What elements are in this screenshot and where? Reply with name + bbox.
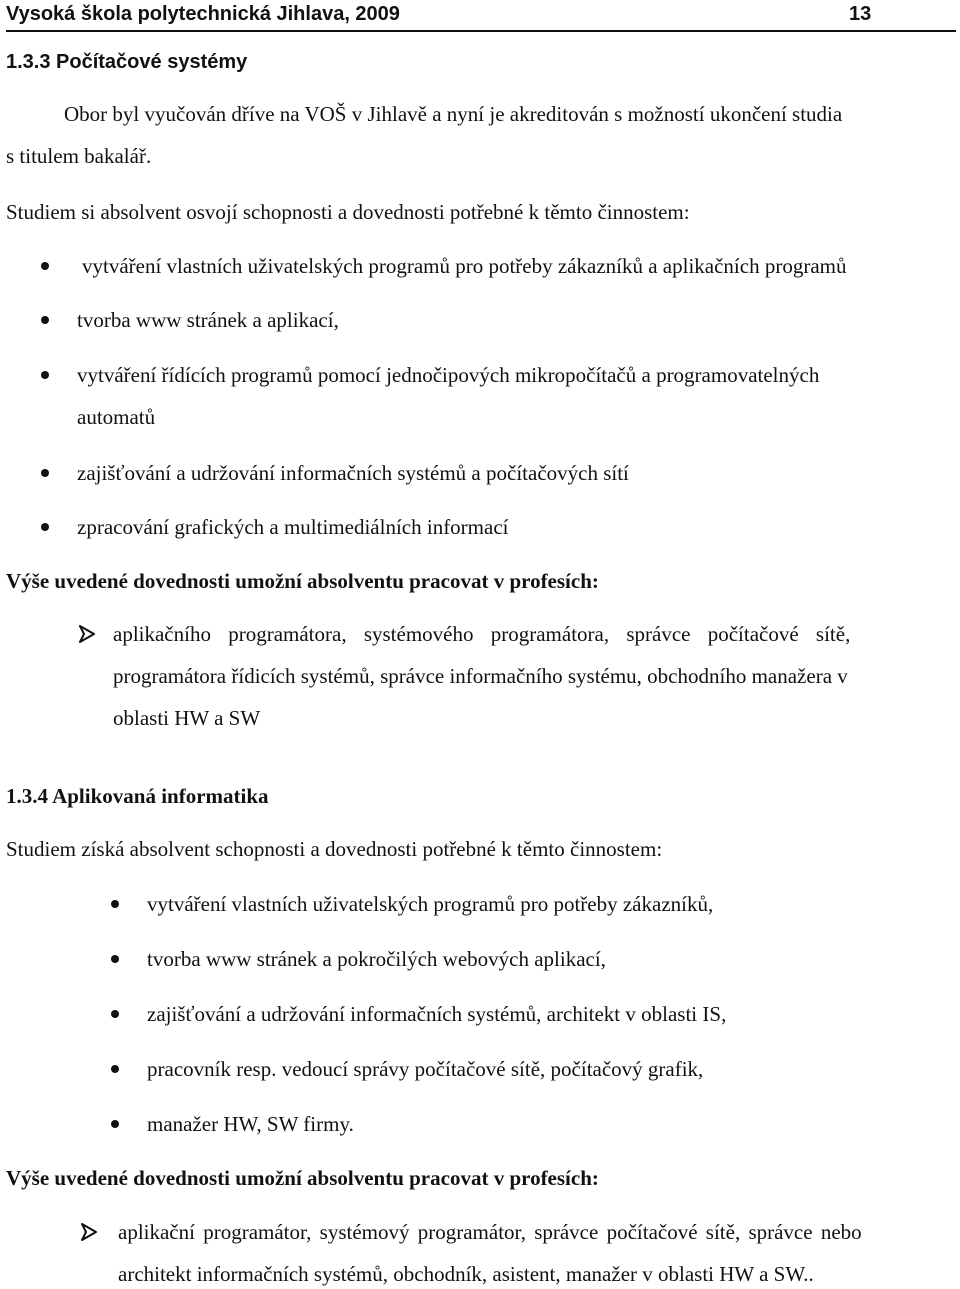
section-heading-134: 1.3.4 Aplikovaná informatika [6,784,269,808]
bullet-icon [111,1010,119,1018]
bullet-icon [41,371,49,379]
professions-text-line-2: programátora řídicích systémů, správce informačního systému, obchodního manažera v [113,664,848,688]
list-item-text-line-2: automatů [77,405,156,429]
bullet-icon [111,1065,119,1073]
arrow-bullet-icon [80,1222,98,1242]
list-item-text: zajišťování a udržování informačních systémů a počítačových sítí [77,461,629,485]
list-item-text: tvorba www stránek a pokročilých webových aplikací, [147,947,606,971]
bullet-icon [41,469,49,477]
professions-text-line-1: aplikačního programátora, systémového programátora, správce počítačové sítě, [113,622,851,646]
skills-intro-134: Studiem získá absolvent schopnosti a dovednosti potřebné k těmto činnostem: [6,837,663,861]
bullet-icon [111,1120,119,1128]
professions-heading-134: Výše uvedené dovednosti umožní absolventu pracovat v profesích: [6,1166,599,1190]
professions-text-line-2: architekt informačních systémů, obchodník, asistent, manažer v oblasti HW a SW.. [118,1262,814,1286]
header-rule [6,30,956,32]
list-item-text: pracovník resp. vedoucí správy počítačové sítě, počítačový grafik, [147,1057,704,1081]
professions-text-line-1: aplikační programátor, systémový programátor, správce počítačové sítě, správce nebo [118,1220,862,1244]
bullet-icon [111,900,119,908]
section-heading-133: 1.3.3 Počítačové systémy [6,51,248,73]
list-item-text [77,362,953,388]
list-item-text: zpracování grafických a multimediálních informací [77,515,509,539]
page-number: 13 [849,3,872,25]
skills-intro: Studiem si absolvent osvojí schopnosti a dovednosti potřebné k těmto činnostem: [6,200,690,224]
intro-paragraph-line-1: Obor byl vyučován dříve na VOŠ v Jihlavě a nyní je akreditován s možností ukončení studia [64,102,843,126]
arrow-bullet-icon [78,624,96,644]
professions-heading-133: Výše uvedené dovednosti umožní absolventu pracovat v profesích: [6,569,599,593]
list-item-text: vytváření vlastních uživatelských programů pro potřeby zákazníků a aplikačních programů [82,254,847,278]
running-header-title: Vysoká škola polytechnická Jihlava, 2009 [6,3,400,25]
professions-text-line-3: oblasti HW a SW [113,706,261,730]
list-item-text-line-1: vytváření řídících programů pomocí jednočipových mikropočítačů a programovatelných [77,363,820,387]
bullet-icon [111,955,119,963]
bullet-icon [41,262,49,270]
list-item-text: manažer HW, SW firmy. [147,1112,354,1136]
list-item-text: tvorba www stránek a aplikací, [77,308,339,332]
intro-paragraph-line-2: s titulem bakalář. [6,144,152,168]
list-item-text: zajišťování a udržování informačních systémů, architekt v oblasti IS, [147,1002,727,1026]
bullet-icon [41,316,49,324]
list-item-text: vytváření vlastních uživatelských programů pro potřeby zákazníků, [147,892,714,916]
bullet-icon [41,523,49,531]
